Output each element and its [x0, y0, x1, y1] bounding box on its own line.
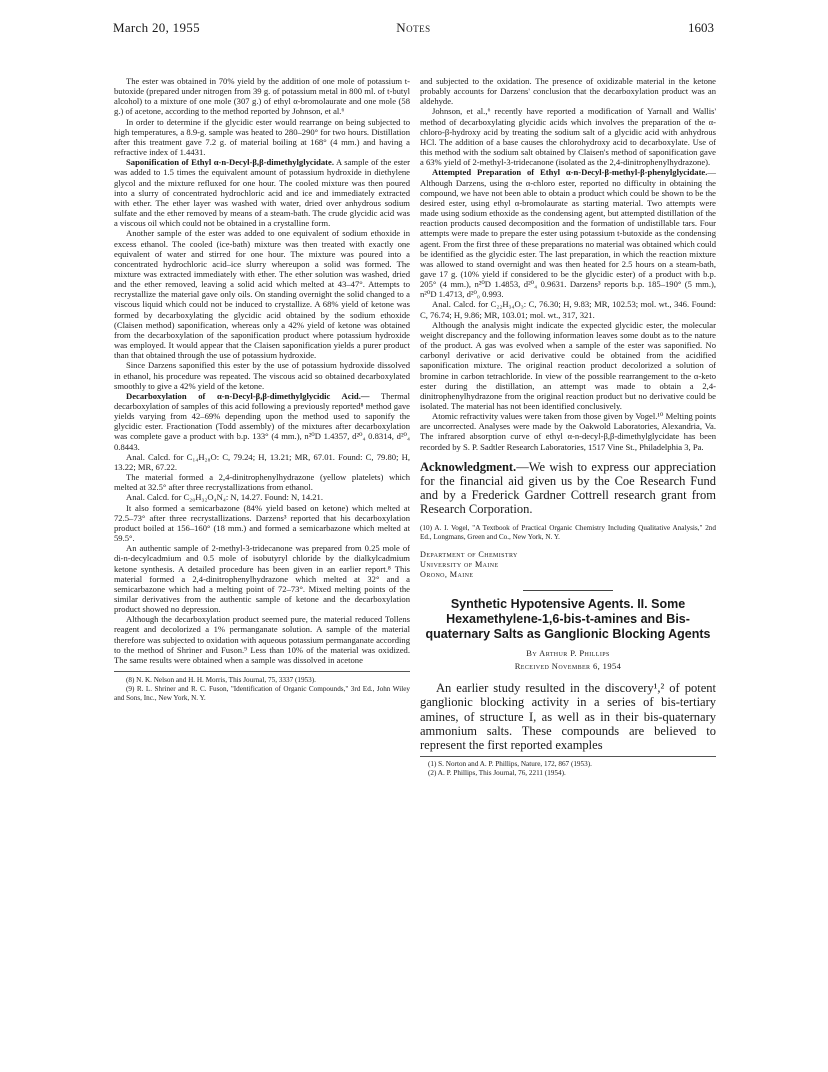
page-header: [113, 18, 714, 40]
attempted-preparation-section: [420, 167, 716, 299]
acknowledgment-heading: Acknowledgment.: [420, 459, 517, 474]
paragraph: and subjected to the oxidation. The presence of oxidizable material in the ketone probably accounts for Darzens' conclusion that the decarboxylation product was an aldehyde.: [420, 76, 716, 107]
footnote: (10) A. I. Vogel, "A Textbook of Practical Organic Chemistry Including Qualitative Analysis," 2nd Ed., Longmans, Green and Co., New York, N. Y.: [420, 523, 716, 541]
section-text: A sample of the ester was added to 1.5 times the equivalent amount of potassium hydroxide in diethylene glycol and the mixture refluxed for one hour. The cooled mixture was then poured into a slurry of concentrated hydrochloric acid and ice and immediately extracted with ether. The ether layer was washed with water, dried over anhydrous sodium sulfate and the ether removed by means of a steam-bath. The crude glycidic acid was a viscous oil which could not be obtained in a crystalline form.: [114, 157, 410, 229]
analysis-line: Anal. Calcd. for C₁₄H₂₈O: C, 79.24; H, 13.21; MR, 67.01. Found: C, 79.80; H, 13.22; MR, 67.22.: [114, 451, 410, 472]
section-heading: Saponification of Ethyl α-n-Decyl-β,β-dimethylglycidate.: [126, 157, 335, 168]
saponification-section: [114, 157, 410, 228]
analysis-line: Anal. Calcd. for C₂₀H₃₂O₄N₄: N, 14.27. Found: N, 14.21.: [126, 492, 324, 503]
affiliation-line: Department of Chemistry: [420, 549, 518, 559]
section-text: Thermal decarboxylation of samples of this acid following a previously reported⁸ method gave yields varying from 42–69% depending upon the method used to saponify the glycidic ester. Fractionation (Todd assembly) of the mixtures after decarboxylation was complete gave a product with b.p. 133° (4 mm.), n²⁰D 1.4357, d²⁰₄ 0.8314, d²⁰₄ 0.8443.: [114, 390, 410, 452]
section-heading: Attempted Preparation of Ethyl α-n-Decyl-β-methyl-β-phenylglycidate.: [432, 167, 708, 178]
paragraph: Since Darzens saponified this ester by the use of potassium hydroxide dissolved in ethanol, his procedure was repeated. The viscous acid so obtained decarboxylated smoothly to give a 42% yield of the ketone.: [114, 360, 410, 391]
analysis-line: Anal. Calcd. for C₂₂H₃₄O₃: C, 76.30; H, 9.83; MR, 102.53; mol. wt., 346. Found: C, 76.74; H, 9.86; MR, 103.01; mol. wt., 317, 321.: [420, 299, 716, 320]
acknowledgment: [420, 460, 716, 516]
section-text: —Although Darzens, using the α-chloro ester, reported no difficulty in obtaining the compound, we have not been able to obtain a product which could be shown to be the desired ester, using ethyl α-bromolaurate as starting material. Two attempts were made using sodium ethoxide as the condensing agent, but attempted distillation of the reaction products caused decomposition and the formation of undistillable tars. Four attempts were made to prepare the ester using potassium t-butoxide as the condensing agent. From the first three of these preparations no material was obtained which could be identified as the glycidic ester. The last preparation, in which the reaction mixture was allowed to stand overnight and was then heated for 2.5 hours on a steam-bath, gave 17 g. (10% yield if considered to be the glycidic ester) of a product with b.p. 205° (4 mm.), n²⁰D 1.4853, d²⁰₄ 0.9631. Darzens³ reports b.p. 185–190° (5 mm.), n²⁰D 1.4713, d²⁰₀ 0.993.: [420, 167, 716, 300]
author-byline: By Arthur P. Phillips: [526, 647, 610, 658]
paragraph: Johnson, et al.,⁶ recently have reported a modification of Yarnall and Wallis' method of decarboxylating glycidic acids which involves the preparation of the α-chloro-β-hydroxy acid by treating the sodium salt of a glycidic acid with anhydrous HCl. The addition of a base causes the chlorohydroxy acid to decarboxylate. Use of this method with the sodium salt obtained by Claisen's method of saponification gave a 63% yield of 2-methyl-3-tridecanone (isolated as the 2,4-dinitrophenylhydrazone).: [420, 106, 716, 168]
article-footnotes: [420, 756, 716, 778]
page-number: 1603: [688, 20, 714, 35]
left-column: [114, 76, 410, 702]
received-date: Received November 6, 1954: [514, 660, 622, 671]
paragraph: The ester was obtained in 70% yield by the addition of one mole of potassium t-butoxide (prepared under nitrogen from 39 g. of potassium metal in 800 ml. of t-butyl alcohol) to a mixture of one mole (307 g.) of ethyl α-bromolaurate and one mole (58 g.) of acetone, according to the method reported by Johnson, et al.⁶: [114, 76, 410, 117]
article-title: Synthetic Hypotensive Agents. II. Some Hexamethylene-1,6-bis-t-amines and Bis-quaternary Salts as Ganglionic Blocking Agents: [425, 596, 711, 641]
affiliation-line: Orono, Maine: [420, 569, 474, 579]
paragraph: In order to determine if the glycidic ester would rearrange on being subjected to high temperatures, a 8.9-g. sample was heated to 280–290° for two hours. Distillation after this treatment gave 7.2 g. of material boiling at 168° (4 mm.) and having a refractive index of 1.4431.: [114, 116, 410, 158]
article-intro: [420, 681, 716, 752]
paragraph: It also formed a semicarbazone (84% yield based on ketone) which melted at 72.5–73° after three recrystallizations. Darzens³ reported that his decarboxylation product boiled at 156–160° (18 mm.) and formed a semicarbazone which melted at 59.5°.: [114, 502, 410, 544]
paragraph: Although the decarboxylation product seemed pure, the material reduced Tollens reagent and decolorized a 1% permanganate solution. A sample of the material therefore was subjected to oxidation with aqueous potassium permanganate according to the method of Shriner and Fuson.⁹ Less than 10% of the material was oxidized. The same results were obtained when a sample was dissolved in acetone: [114, 614, 410, 665]
paragraph: Another sample of the ester was added to one equivalent of sodium ethoxide in excess ethanol. The cooled (ice-bath) mixture was then treated with exactly one equivalent of water and stirred for one hour. The mixture was poured into a concentrated hydrochloric acid–ice slurry whereupon a solid was formed. The mixture was extracted immediately with ether. The ether solution was washed, dried and the ether removed, leaving a solid acid which melted at 43–47°. Attempts to recrystallize the material gave only oils. On standing overnight the solid changed to a viscous liquid which could not be induced to crystallize. A 68% yield of ketone was formed by decarboxylating the glycidic acid obtained by the sodium ethoxide (Claisen method) saponification, whereas only a 42% yield of ketone was obtained from the decarboxylation of the saponification product where potassium hydroxide was employed. It would appear that the Claisen saponification yields a purer product than that obtained through the use of potassium hydroxide.: [114, 228, 410, 361]
issue-date: March 20, 1955: [113, 20, 200, 35]
paragraph: Although the analysis might indicate the expected glycidic ester, the molecular weight discrepancy and the following information leaves some doubt as to the nature of the product. A gas was evolved when a sample of the ester was saponified. No carbonyl derivative or acid derivative could be obtained from the acidified saponification mixture. The original reaction product decolorized a solution of bromine in carbon tetrachloride. In view of the possible rearrangement to the α-keto ester during the distillation, an attempt was made to obtain a 2,4-dinitrophenylhydrazone from the original reaction product but no derivative could be isolated. The material has not been identified conclusively.: [420, 319, 716, 411]
footnote: (2) A. P. Phillips, This Journal, 76, 2211 (1954).: [428, 768, 566, 777]
right-column: [420, 76, 716, 778]
section-heading: Decarboxylation of α-n-Decyl-β,β-dimethylglycidic Acid.—: [126, 390, 370, 401]
paragraph: Atomic refractivity values were taken from those given by Vogel.¹⁰ Melting points are uncorrected. Analyses were made by the Oakwold Laboratories, Alexandria, Va. The infrared absorption curve of ethyl α-n-decyl-β,β-dimethylglycidate has been recorded by S. P. Sadtler Research Laboratories, 1517 Vine St., Philadelphia 3, Pa.: [420, 411, 716, 452]
acknowledgment-text: —We wish to express our appreciation for the financial aid given us by the Coe Research Fund and by a Frederick Gardner Cottrell research grant from Research Corporation.: [420, 459, 716, 516]
footnote: (8) N. K. Nelson and H. H. Morris, This Journal, 75, 3337 (1953).: [126, 676, 316, 685]
section-name: Notes: [396, 20, 431, 35]
intro-text: An earlier study resulted in the discovery¹,² of potent ganglionic blocking activity in a series of bis-tertiary amines, of structure I, as well as in their bis-quaternary ammonium salts. These compounds are believed to represent the first reported examples: [420, 681, 716, 752]
divider: [523, 590, 613, 591]
affiliation-line: University of Maine: [420, 559, 499, 569]
footnote: (1) S. Norton and A. P. Phillips, Nature, 172, 867 (1953).: [428, 760, 592, 769]
paragraph: The material formed a 2,4-dinitrophenylhydrazone (yellow platelets) which melted at 32.5° after three recrystallizations from ethanol.: [114, 472, 410, 493]
affiliation: [420, 550, 716, 580]
paragraph: An authentic sample of 2-methyl-3-tridecanone was prepared from 0.25 mole of di-n-decylcadmium and 0.5 mole of isobutyryl chloride by the dialkylcadmium ketone synthesis. A detailed procedure has been given in an earlier report.⁸ This material formed a 2,4-dinitrophenylhydrazone which melted at 32° and a semicarbazone which had a melting point of 72–73°. Mixed melting points of the similar derivatives from the authentic sample of ketone and the decarboxylation product showed no depression.: [114, 543, 410, 615]
decarboxylation-section: [114, 391, 410, 452]
footnotes: [114, 671, 410, 702]
footnote: (9) R. L. Shriner and R. C. Fuson, "Identification of Organic Compounds," 3rd Ed., John Wiley and Sons, Inc., New York, N. Y.: [114, 684, 410, 702]
